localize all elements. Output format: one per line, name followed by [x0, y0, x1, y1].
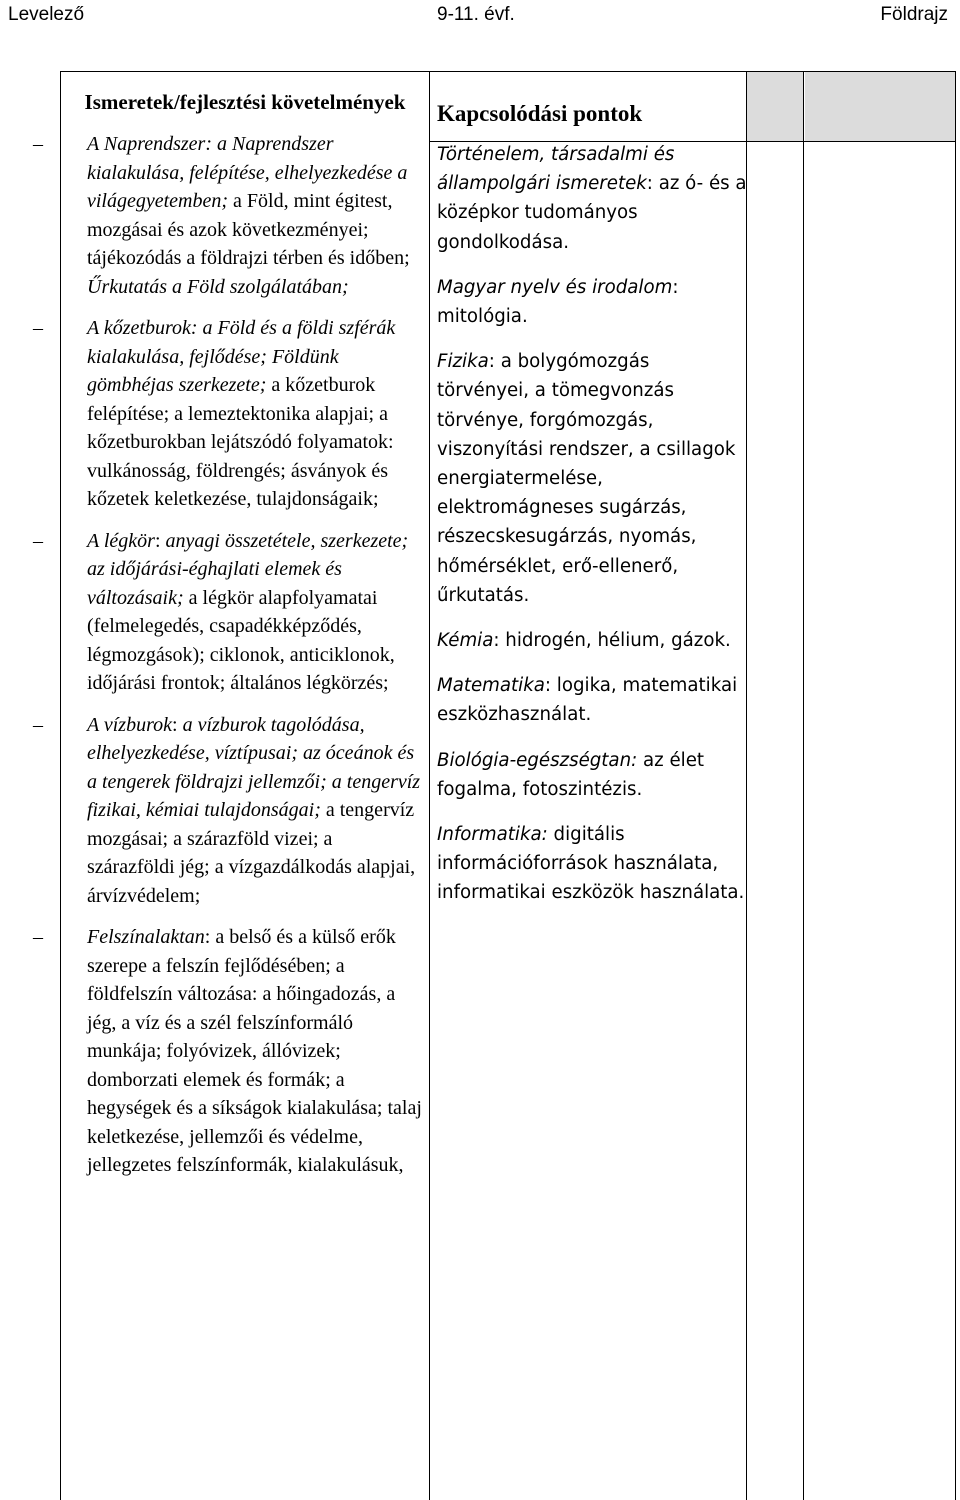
shaded-cell — [747, 72, 803, 141]
text-run: : — [172, 713, 183, 736]
text-run: Matematika — [437, 675, 545, 697]
text-run: : — [154, 529, 166, 552]
links-title: Kapcsolódási pontok — [437, 101, 643, 126]
requirement-item — [33, 923, 429, 1180]
requirement-item — [33, 527, 429, 698]
link-item — [437, 140, 747, 257]
text-run: : az ó- és a középkor tudományos gondolkodása. — [437, 173, 747, 253]
text-run: anyagi összetétele, szerkezete; az időjárási-éghajlati elemek és változásaik; — [87, 529, 409, 609]
requirement-item — [33, 711, 429, 911]
dash-bullet: – — [33, 317, 43, 339]
header-right: Földrajz — [880, 4, 948, 25]
page-header — [0, 0, 960, 40]
text-run: : logika, matematikai eszközhasználat. — [437, 675, 738, 726]
text-run: A Naprendszer: a Naprendszer kialakulása, felépítése, elhelyezkedése a világegyetemben; — [87, 133, 408, 212]
text-run: A vízburok — [87, 713, 172, 736]
requirement-item — [33, 130, 429, 301]
text-run: digitális információforrások használata, informatikai eszközök használata. — [437, 824, 745, 904]
text-run: Történelem, társadalmi és állampolgári ismeretek — [437, 144, 675, 195]
shaded-cell — [805, 72, 955, 141]
text-run: A kőzetburok: a Föld és a földi szférák kialakulása, fejlődése; Földünk gömbhéjas szerkezete; — [87, 317, 396, 396]
text-run: : a bolygómozgás törvényei, a tömegvonzás törvénye, forgómozgás, viszonyítási rendszer, a csillagok energiatermelése, elektromágneses sugárzás, részecskesugárzás, nyomás, hőmérséklet, erő-ellenerő, űrkutatás. — [437, 351, 736, 606]
requirements-list — [33, 130, 429, 1180]
text-run: a vízburok tagolódása, elhelyezkedése, víztípusai; az óceánok és a tengerek földrajzi jellemzői; a tengervíz fizikai, kémiai tulajdonságai; — [87, 713, 421, 821]
links-column — [437, 72, 747, 924]
dash-bullet: – — [33, 926, 43, 948]
link-item — [437, 671, 747, 729]
text-run: a tengervíz mozgásai; a szárazföld vizei; a szárazföldi jég; a vízgazdálkodás alapjai, árvízvédelem; — [87, 799, 416, 907]
text-run: : mitológia. — [437, 276, 679, 328]
link-item — [437, 347, 747, 610]
text-run: a Föld, mint égitest, mozgásai és azok következményei; tájékozódás a földrajzi térben és időben; — [87, 190, 410, 269]
text-run: : a belső és a külső erők szerepe a felszín fejlődésében; a földfelszín változása: a hőingadozás, a jég, a víz és a szél felszínformáló munkája; folyóvizek, állóvizek; domborzati elemek és formák; a hegységek és a síkságok kialakulása; talaj keletkezése, jellemzői és védelme, jellegzetes felszínformák, kialakulásuk, — [87, 926, 422, 1176]
text-run: Informatika: — [437, 824, 548, 846]
text-run: Biológia-egészségtan: — [437, 749, 638, 771]
text-run: a légkör alapfolyamatai (felmelegedés, csapadékképződés, légmozgások); ciklonok, anticiklonok, időjárási frontok; általános légkörzés; — [87, 586, 395, 694]
header-middle: 9-11. évf. — [437, 4, 515, 25]
text-run: az élet fogalma, fotoszintézis. — [437, 749, 705, 800]
dash-bullet: – — [33, 529, 43, 552]
link-item — [437, 746, 747, 804]
column-divider — [429, 72, 430, 1500]
text-run: Magyar nyelv és irodalom — [437, 276, 673, 298]
text-run: Űrkutatás a Föld szolgálatában; — [87, 275, 349, 298]
link-item — [437, 820, 747, 908]
text-run: A légkör — [87, 529, 155, 552]
text-run: : hidrogén, hélium, gázok. — [493, 630, 731, 652]
requirements-title: Ismeretek/fejlesztési követelmények — [84, 90, 406, 114]
dash-bullet: – — [33, 713, 43, 736]
requirements-column — [33, 72, 429, 1193]
text-run: Felszínalaktan — [87, 926, 205, 948]
requirement-item — [33, 314, 429, 514]
text-run: Kémia — [437, 630, 494, 652]
link-item — [437, 626, 747, 655]
text-run: Fizika — [437, 351, 489, 373]
header-left: Levelező — [8, 4, 85, 25]
dash-bullet: – — [33, 133, 43, 155]
links-list — [437, 140, 747, 908]
column-divider — [803, 72, 804, 1500]
text-run: a kőzetburok felépítése; a lemeztektonika alapjai; a kőzetburokban lejátszódó folyamatok: vulkánosság, földrengés; ásványok és kőzetek keletkezése, tulajdonságaik; — [87, 374, 394, 510]
link-item — [437, 273, 747, 331]
curriculum-table — [33, 71, 956, 1500]
